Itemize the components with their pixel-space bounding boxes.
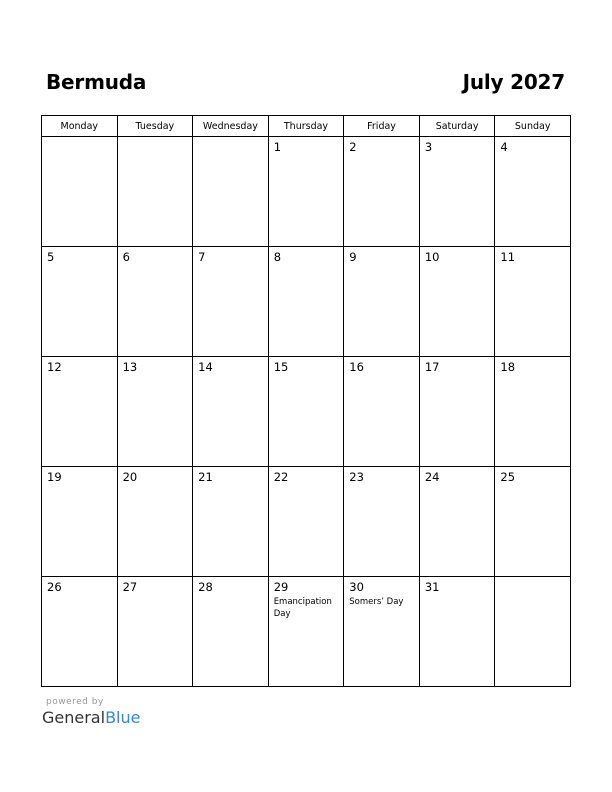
holiday-label: Somers’ Day: [349, 597, 404, 607]
day-cell: [344, 137, 420, 247]
day-cell: [495, 357, 571, 467]
day-cell: [495, 577, 571, 687]
country-title: Bermuda: [46, 70, 147, 94]
day-cell: [419, 467, 495, 577]
week-row: [42, 137, 571, 247]
day-number: 31: [424, 580, 440, 594]
brand-name-part1: General: [42, 708, 106, 727]
day-cell: [344, 247, 420, 357]
day-number: 23: [349, 470, 364, 484]
day-cell: [117, 137, 193, 247]
day-number: 17: [424, 360, 440, 374]
day-number: 28: [198, 580, 213, 594]
day-cell: [495, 247, 571, 357]
day-cell: [193, 137, 269, 247]
weekday-header: Thursday: [268, 116, 344, 137]
week-row: [42, 247, 571, 357]
day-cell: [193, 577, 269, 687]
powered-by-label: powered by: [46, 697, 104, 707]
day-number: [193, 137, 268, 141]
day-number: 14: [198, 360, 213, 374]
week-row: [42, 577, 571, 687]
day-number: [495, 577, 570, 581]
day-cell: [42, 137, 118, 247]
day-cell: [193, 247, 269, 357]
day-number: 3: [424, 140, 433, 154]
day-cell: [117, 357, 193, 467]
day-cell: [495, 137, 571, 247]
weekday-header: Monday: [42, 116, 118, 137]
day-number: 27: [122, 580, 138, 594]
day-number: 21: [198, 470, 213, 484]
week-row: [42, 357, 571, 467]
day-number: 10: [424, 250, 440, 264]
day-number: 2: [349, 140, 357, 154]
day-number: 15: [273, 360, 289, 374]
day-number: 19: [47, 470, 62, 484]
day-cell: [117, 577, 193, 687]
day-cell: [495, 467, 571, 577]
day-number: [118, 137, 193, 141]
day-cell: [268, 137, 344, 247]
day-number: 7: [198, 250, 206, 264]
day-number: 4: [500, 140, 508, 154]
day-number: 5: [47, 250, 55, 264]
day-cell: [117, 247, 193, 357]
calendar-grid: [41, 115, 571, 687]
day-number: 1: [273, 140, 282, 154]
day-number: 8: [273, 250, 282, 264]
day-number: 29: [273, 580, 289, 594]
brand-logo[interactable]: [42, 708, 140, 727]
day-cell: [42, 247, 118, 357]
weekday-header: Tuesday: [117, 116, 193, 137]
day-cell: [268, 357, 344, 467]
day-number: 26: [47, 580, 62, 594]
weekday-header: Wednesday: [193, 116, 269, 137]
weekday-header: Friday: [344, 116, 420, 137]
day-cell: [193, 357, 269, 467]
weekday-header: Sunday: [495, 116, 571, 137]
day-cell: [419, 577, 495, 687]
day-cell: [344, 467, 420, 577]
day-cell: [42, 577, 118, 687]
day-number: 16: [349, 360, 364, 374]
day-number: 30: [349, 580, 364, 594]
day-number: 22: [273, 470, 289, 484]
brand-name-part2: Blue: [105, 708, 141, 727]
day-cell: [419, 137, 495, 247]
day-cell: [268, 467, 344, 577]
day-number: [42, 137, 117, 141]
day-number: 9: [349, 250, 357, 264]
day-cell: [193, 467, 269, 577]
week-row: [42, 467, 571, 577]
day-number: 11: [500, 250, 516, 264]
day-number: 13: [122, 360, 138, 374]
day-cell: [42, 357, 118, 467]
weekday-header-row: [42, 116, 571, 137]
day-number: 24: [424, 470, 440, 484]
weekday-header: Saturday: [419, 116, 495, 137]
day-cell: [344, 357, 420, 467]
day-cell: [268, 577, 344, 687]
day-number: 12: [47, 360, 62, 374]
day-cell: [117, 467, 193, 577]
day-number: 20: [122, 470, 138, 484]
day-cell: [268, 247, 344, 357]
day-number: 25: [500, 470, 516, 484]
day-cell: [344, 577, 420, 687]
day-cell: [419, 247, 495, 357]
day-cell: [419, 357, 495, 467]
month-year-title: July 2027: [462, 70, 565, 94]
day-number: 18: [500, 360, 516, 374]
day-number: 6: [122, 250, 130, 264]
holiday-label: Emancipation Day: [273, 597, 332, 619]
day-cell: [42, 467, 118, 577]
